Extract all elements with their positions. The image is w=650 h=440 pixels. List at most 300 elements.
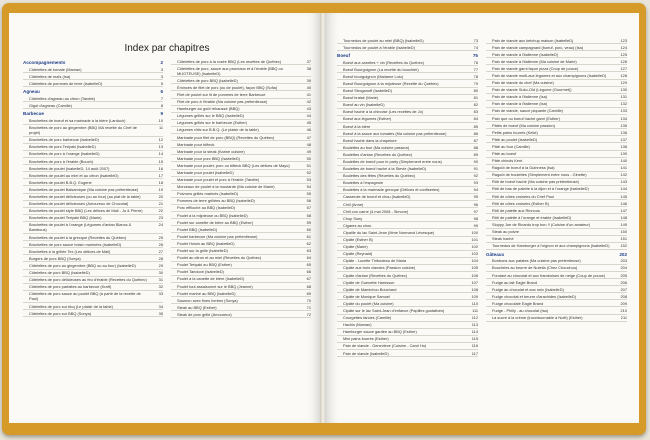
page-number: 80 bbox=[473, 88, 478, 94]
recipe-name: Côtelettes de pommes de terre (IsabelleD) bbox=[29, 80, 103, 86]
page-number: 38 bbox=[306, 65, 311, 71]
index-entry bbox=[23, 277, 163, 284]
page-number: 17 bbox=[158, 172, 163, 178]
recipe-name: Pain de viande (IsabelleD) bbox=[343, 350, 389, 356]
page-number: 3 bbox=[160, 73, 163, 79]
page-number: 5 bbox=[160, 80, 163, 86]
page-number: 107 bbox=[471, 279, 478, 285]
recipe-name: Cipâte - Lucette Thibodeau de Maria bbox=[343, 258, 407, 264]
page-number: 3 bbox=[160, 66, 163, 72]
page-number: 47 bbox=[306, 134, 311, 140]
page-number: 96 bbox=[473, 201, 478, 207]
page-number: 128 bbox=[620, 72, 627, 78]
page-number: 54 bbox=[306, 184, 311, 190]
book-cover bbox=[2, 3, 646, 435]
page-number: 43 bbox=[306, 106, 311, 112]
page-number: 106 bbox=[471, 272, 478, 278]
page-number: 103 bbox=[471, 251, 478, 257]
index-entry bbox=[337, 201, 478, 208]
recipe-name: Émincés de filet de porc (ou de poulet), façon BBQ (Sofia) bbox=[177, 84, 278, 90]
page-number: 97 bbox=[473, 208, 478, 214]
index-entry bbox=[337, 215, 478, 222]
index-entry bbox=[486, 37, 627, 44]
recipe-name: Hachis (Maman) bbox=[343, 322, 372, 328]
index-entry bbox=[171, 84, 311, 91]
recipe-name: Poulet tout assaisonné sur le BBQ (Jeanne) bbox=[177, 283, 253, 289]
page-number: 86 bbox=[473, 130, 478, 136]
recipe-name: Marinade pour poulet (IsabelleD) bbox=[177, 170, 234, 175]
index-entry bbox=[337, 109, 478, 116]
index-entry bbox=[171, 248, 311, 255]
page-number: 30 bbox=[158, 270, 163, 276]
recipe-name: Cipâte du poulet (Ma cuisine) bbox=[343, 300, 394, 306]
right-page-columns bbox=[337, 37, 627, 357]
recipe-name: Rôti de palette à l'orange et érable (IsabelleD) bbox=[492, 214, 572, 220]
page-number: 8 bbox=[160, 102, 163, 108]
recipe-name: Légumes grillés sur le BBQ (IsabelleD) bbox=[177, 113, 245, 119]
page-number: 7 bbox=[160, 95, 163, 101]
recipe-name: Porc effiloché au BBQ (IsabelleD) bbox=[177, 205, 236, 211]
recipe-name: Fudge chocolat et beurre d'arachides (IsabelleD) bbox=[492, 293, 577, 299]
page-number: 117 bbox=[471, 350, 478, 356]
page-number: 51 bbox=[306, 162, 311, 168]
page-number: 25 bbox=[158, 234, 163, 240]
recipe-name: Poulet Hoisin au BBQ (IsabelleD) bbox=[177, 240, 235, 246]
page-number: 42 bbox=[306, 99, 311, 105]
page-number: 145 bbox=[620, 193, 627, 199]
index-entry bbox=[486, 151, 627, 158]
page-number: 129 bbox=[620, 80, 627, 86]
index-entry bbox=[23, 186, 163, 193]
recipe-name: Cipaille du lac Saint-Jean (Mme Normand Lévesque) bbox=[343, 229, 435, 235]
recipe-name: Petits pains fourrés (Kéké) bbox=[492, 129, 538, 135]
page-number: 210 bbox=[620, 307, 627, 313]
recipe-name: Steak au poivre bbox=[492, 229, 520, 235]
page-number: 27 bbox=[158, 248, 163, 254]
recipe-name: Brochettes à la grillée Tex (Les délices de Mali) bbox=[29, 248, 111, 254]
index-entry bbox=[23, 215, 163, 222]
page-number: 29 bbox=[158, 262, 163, 268]
page-number: 46 bbox=[306, 127, 311, 133]
page-number: 20 bbox=[158, 194, 163, 199]
index-entry bbox=[171, 262, 311, 269]
recipe-name: Pâté au poulet (IsabelleD) bbox=[492, 136, 537, 142]
index-entry bbox=[337, 265, 478, 272]
index-entry bbox=[171, 120, 311, 127]
index-entry bbox=[23, 310, 163, 317]
recipe-name: Poulet BBQ (IsabelleD) bbox=[177, 226, 218, 232]
recipe-name: Poulet mariné au BBQ (IsabelleD) bbox=[177, 290, 236, 296]
page-number: 40 bbox=[306, 84, 311, 90]
index-entry bbox=[337, 300, 478, 307]
recipe-name: Poulet à la mijoteuse ou BBQ (IsabelleD) bbox=[177, 212, 248, 218]
recipe-name: Côtelettes de porc à la rosée BBQ (Les recettes de Québec) bbox=[177, 58, 282, 64]
index-entry bbox=[23, 151, 163, 158]
page-number: 136 bbox=[620, 129, 627, 135]
page-number: 112 bbox=[471, 315, 478, 321]
recipe-name: Boeuf à la sauce aux tomates (Ma cuisine pas prétentieuse) bbox=[343, 130, 447, 136]
index-entry bbox=[23, 255, 163, 262]
index-entry bbox=[486, 229, 627, 236]
recipe-name: Côtelettes de tomate (Maman) bbox=[29, 66, 82, 72]
index-entry bbox=[23, 262, 163, 269]
recipe-name: Boulettes de boeuf haché à la Stevie (IsabelleD) bbox=[343, 166, 427, 172]
page-number: 39 bbox=[306, 77, 311, 83]
page-number: 140 bbox=[620, 158, 627, 164]
index-entry bbox=[171, 240, 311, 247]
page-number: 19 bbox=[158, 186, 163, 192]
section-name: Gâteaux bbox=[486, 251, 505, 257]
recipe-name: Boulettes au four (Ma cuisine passion) bbox=[343, 144, 410, 150]
index-entry bbox=[486, 243, 627, 250]
index-entry bbox=[337, 66, 478, 73]
page-number: 55 bbox=[306, 191, 311, 197]
page-number: 65 bbox=[306, 262, 311, 268]
page-number: 142 bbox=[620, 172, 627, 178]
index-entry bbox=[337, 315, 478, 322]
recipe-name: Marinade pour bifteck bbox=[177, 141, 215, 147]
page-number: 18 bbox=[158, 179, 163, 185]
recipe-name: Tournedos de Hamburger à l'oignon et aux champignons (IsabelleD) bbox=[492, 243, 610, 249]
recipe-name: Ragoût de boeuf à la Guinness (Isa) bbox=[492, 165, 555, 171]
index-entry bbox=[23, 80, 163, 87]
recipe-name: Pain que ou boeuf haché garni (Esther) bbox=[492, 115, 560, 121]
page-number: 124 bbox=[620, 44, 627, 50]
index-entry bbox=[337, 59, 478, 66]
recipe-name: Marinade pour la steak (Karine cuisine) bbox=[177, 148, 245, 154]
page-title: Index par chapitres bbox=[124, 43, 210, 54]
recipe-name: Fudge - Philly - au chocolat (Isa) bbox=[492, 307, 549, 313]
recipe-name: Brochettes de poulet style BBQ (Les délices de Mali - Jo & Pierre) bbox=[29, 208, 143, 214]
index-entry bbox=[23, 137, 163, 144]
index-entry bbox=[23, 73, 163, 80]
index-entry bbox=[171, 134, 311, 141]
recipe-name: Cipâte aux trois viandes (Passion cuisine) bbox=[343, 265, 416, 271]
page-number: 2 bbox=[160, 60, 163, 65]
page-number: 48 bbox=[306, 141, 311, 147]
index-entry bbox=[23, 125, 163, 137]
page-number: 50 bbox=[306, 155, 311, 161]
page-number: 132 bbox=[620, 101, 627, 107]
page-number: 151 bbox=[620, 236, 627, 242]
recipe-name: Pain de viande multi-aux légumes et aux champignons (IsabelleD) bbox=[492, 72, 607, 78]
page-number: 108 bbox=[471, 286, 478, 292]
left-page bbox=[9, 13, 321, 423]
page-number: 208 bbox=[620, 293, 627, 299]
page-number: 104 bbox=[471, 258, 478, 264]
page-number: 207 bbox=[620, 286, 627, 292]
index-entry bbox=[171, 162, 311, 169]
recipe-name: Rôti de bas de palette à la dijon et à l'orange (IsabelleD) bbox=[492, 186, 589, 192]
index-entry bbox=[171, 198, 311, 205]
page-number: 64 bbox=[306, 255, 311, 261]
index-entry bbox=[337, 272, 478, 279]
recipe-name: Pain de viande du chef (Ma cuisine) bbox=[492, 80, 554, 86]
recipe-name: Côtelettes de porc sur bbq (Le plaisir de la table) bbox=[29, 303, 113, 309]
page-number: 41 bbox=[306, 91, 311, 97]
recipe-name: Cipâte sur le lac Saint-Jean d'enfance (Papilles gustatives) bbox=[343, 307, 445, 313]
page-number: 67 bbox=[306, 276, 311, 282]
page-number: 131 bbox=[620, 94, 627, 100]
index-entry bbox=[486, 101, 627, 108]
page-number: 23 bbox=[158, 215, 163, 221]
index-entry bbox=[337, 329, 478, 336]
index-entry bbox=[171, 127, 311, 134]
recipe-name: Côtelettes de porc BBQ (IsabelleD) bbox=[177, 77, 238, 83]
index-entry bbox=[486, 108, 627, 115]
index-entry bbox=[171, 191, 311, 198]
index-entry bbox=[486, 94, 627, 101]
page-number: 12 bbox=[158, 137, 163, 143]
index-entry bbox=[23, 158, 163, 165]
page-number: 99 bbox=[473, 222, 478, 228]
page-number: 93 bbox=[473, 180, 478, 186]
page-number: 211 bbox=[620, 315, 627, 321]
recipe-name: Pain de viande à l'italienne (Isa) bbox=[492, 101, 548, 107]
page-number: 72 bbox=[306, 311, 311, 317]
index-entry bbox=[337, 137, 478, 144]
recipe-name: Tournedos de poulet à l'érable (IsabelleD) bbox=[343, 44, 415, 50]
page-number: 59 bbox=[306, 219, 311, 225]
index-entry bbox=[486, 136, 627, 143]
index-entry bbox=[171, 58, 311, 65]
page-number: 115 bbox=[471, 336, 478, 342]
index-entry bbox=[486, 214, 627, 221]
index-entry bbox=[486, 258, 627, 265]
recipe-name: Rôti de boeuf haché (Ma cuisine pas prétentieuse) bbox=[492, 179, 579, 185]
recipe-name: Morceaux de poulet à la moutarde (Ma cuisine de Marie) bbox=[177, 184, 275, 190]
page-number: 21 bbox=[158, 201, 163, 207]
page-number: 76 bbox=[473, 59, 478, 65]
recipe-name: Filet de porc à l'érable (Ma cuisine pas prétentieuse) bbox=[177, 99, 268, 105]
page-number: 137 bbox=[620, 136, 627, 142]
page-number: 83 bbox=[473, 109, 478, 115]
recipe-name: Tournedos de poulet au miel (BBQ) (IsabelleD) bbox=[343, 37, 424, 43]
index-entry bbox=[171, 283, 311, 290]
index-entry bbox=[486, 221, 627, 228]
recipe-name: Brochettes de porc à l'érable (Bouch) bbox=[29, 158, 94, 164]
index-entry bbox=[337, 166, 478, 173]
recipe-name: Brochettes de poulet délicieuses (ou au four) (au plat de la table) bbox=[29, 194, 141, 199]
page-number: 85 bbox=[473, 123, 478, 129]
page-number: 10 bbox=[158, 117, 163, 123]
recipe-name: Steak de porc grillé (Amoureux) bbox=[177, 311, 232, 317]
page-number: 203 bbox=[620, 258, 627, 264]
page-number: 79 bbox=[473, 80, 478, 86]
recipe-name: Boulettes à la marinade grecque (Délices et confiseries) bbox=[343, 187, 440, 193]
index-entry bbox=[23, 234, 163, 241]
index-entry bbox=[171, 106, 311, 113]
page-number: 70 bbox=[306, 297, 311, 303]
page-number: 31 bbox=[158, 277, 163, 283]
index-entry bbox=[23, 208, 163, 215]
recipe-name: Boeuf haché dans la chapelure bbox=[343, 137, 397, 143]
index-entry bbox=[337, 88, 478, 95]
recipe-name: Poivrons grillés marinés (IsabelleD) bbox=[177, 191, 239, 197]
page-number: 34 bbox=[158, 303, 163, 309]
page-number: 89 bbox=[473, 151, 478, 157]
recipe-name: Brochettes de poulet à l'orange (Légumes d'antan Blancs & Bambous) bbox=[29, 222, 132, 233]
recipe-name: Marinade pour filet de porc (BBQ) (Recettes du Québec) bbox=[177, 134, 275, 140]
index-entry bbox=[337, 180, 478, 187]
recipe-name: Pain de viande à l'italienne (Ma cuisine de Marie) bbox=[492, 58, 577, 64]
index-entry bbox=[23, 95, 163, 102]
recipe-name: Côtelettes de porc, sauce aux pruneaux et à l'érable (BBQ ou MIJOTEUSE) (IsabelleD) bbox=[177, 65, 283, 76]
page-number: 68 bbox=[306, 283, 311, 289]
recipe-name: Boulettes des fêtes (Recettes du Québec) bbox=[343, 173, 416, 179]
recipe-name: Pâté chinois Kent bbox=[492, 158, 523, 164]
recipe-name: Chili con carne (4 mai 2008 - Simone) bbox=[343, 208, 409, 214]
index-entry bbox=[337, 130, 478, 137]
index-entry bbox=[171, 113, 311, 120]
page-number: 73 bbox=[473, 37, 478, 43]
page-number: 204 bbox=[620, 265, 627, 271]
recipe-name: Boulettes d'antan (Recettes du Québec) bbox=[343, 151, 413, 157]
page-number: 95 bbox=[473, 194, 478, 200]
index-entry bbox=[337, 336, 478, 343]
recipe-name: Brochettes de porc au gingembre (BBQ MA recette du Chef de projet) bbox=[29, 125, 137, 136]
index-entry bbox=[337, 151, 478, 158]
page-number: 126 bbox=[620, 58, 627, 64]
recipe-name: Pain de viande Suko-Old (Légume (Gourmet)) bbox=[492, 87, 572, 93]
index-entry bbox=[337, 251, 478, 258]
page-number: 139 bbox=[620, 151, 627, 156]
index-entry bbox=[486, 286, 627, 293]
recipe-name: Pain de viande garni façon pizza (Coup de pouce) bbox=[492, 65, 579, 71]
recipe-name: Côtelettes de maïs (Isa) bbox=[29, 73, 71, 79]
page-number: 81 bbox=[473, 95, 478, 101]
recipe-name: Chop Suey bbox=[343, 215, 363, 221]
section-name: Boeuf bbox=[337, 53, 351, 59]
page-number: 82 bbox=[473, 102, 478, 108]
page-number: 6 bbox=[160, 89, 163, 95]
page-number: 53 bbox=[306, 177, 311, 183]
index-entry bbox=[171, 233, 311, 240]
index-entry bbox=[486, 200, 627, 207]
recipe-name: Chili (Anne) bbox=[343, 201, 364, 207]
index-entry bbox=[23, 144, 163, 151]
index-entry bbox=[486, 300, 627, 307]
recipe-name: Pain de viande aux ketchup maison (IsabelleD) bbox=[492, 37, 574, 43]
page-number: 74 bbox=[473, 44, 478, 50]
page-number: 78 bbox=[473, 73, 478, 79]
index-entry bbox=[337, 286, 478, 293]
recipe-name: Légumes rôtis sur B.B.Q. (Le plaisir de la table) bbox=[177, 127, 259, 133]
recipe-name: Brochettes de poulet Teriyaki BBQ (Marie) bbox=[29, 215, 102, 221]
index-entry bbox=[486, 179, 627, 186]
index-entry bbox=[486, 265, 627, 272]
page-number: 88 bbox=[473, 144, 478, 150]
page-number: 102 bbox=[471, 244, 478, 250]
index-entry bbox=[486, 165, 627, 172]
recipe-name: Bonbons aux patates (Ma cuisine pas prétentieuse) bbox=[492, 258, 581, 264]
index-entry bbox=[171, 148, 311, 155]
recipe-name: Poulet au citron et au miel (Recettes du Québec) bbox=[177, 255, 262, 261]
page-number: 127 bbox=[620, 65, 627, 71]
recipe-name: Brochettes de poulet délicieuses (Amoureux de Chocolat) bbox=[29, 201, 129, 207]
page-number: 11 bbox=[158, 125, 163, 131]
recipe-name: Steak au BBQ (Esther) bbox=[177, 304, 217, 310]
page-number: 62 bbox=[306, 240, 311, 246]
left-column-2 bbox=[171, 58, 311, 318]
recipe-name: Rôti de côtes croisées (Esther B) bbox=[492, 200, 549, 206]
page-number: 116 bbox=[471, 343, 478, 349]
recipe-name: Pain de viande à l'italienne (IsabelleD) bbox=[492, 51, 559, 57]
index-entry bbox=[171, 177, 311, 184]
page-number: 130 bbox=[620, 87, 627, 93]
page-number: 71 bbox=[306, 304, 311, 310]
recipe-name: Brochettes de poulet (IsabelleD, 14 août 2007) bbox=[29, 165, 110, 171]
index-entry bbox=[23, 201, 163, 208]
index-entry bbox=[337, 44, 478, 51]
page-number: 32 bbox=[158, 284, 163, 290]
index-entry bbox=[337, 307, 478, 314]
index-entry bbox=[171, 226, 311, 233]
index-entry bbox=[23, 248, 163, 255]
page-number: 133 bbox=[620, 108, 627, 114]
left-column-1 bbox=[23, 58, 163, 318]
recipe-name: Brochettes de poulet Balsamique (Ma cuisine pas prétentieuse) bbox=[29, 186, 139, 192]
page-number: 16 bbox=[158, 165, 163, 171]
recipe-name: Burgers de porc BBQ (Sonya) bbox=[29, 255, 81, 261]
recipe-name: Cigares au chou bbox=[343, 222, 372, 228]
recipe-name: Boeuf aux légumes (Esther) bbox=[343, 116, 392, 122]
recipe-name: Pain de viande à l'italienne (Isa) bbox=[492, 94, 548, 100]
recipe-name: Hamburger sauce gardée au BBQ (Esther) bbox=[343, 329, 417, 335]
page-number: 87 bbox=[473, 137, 478, 143]
recipe-name: Pâté au four (Camille) bbox=[492, 143, 530, 149]
index-entry bbox=[486, 87, 627, 94]
index-entry bbox=[23, 270, 163, 277]
section-name: Accompagnements bbox=[23, 60, 66, 65]
page-number: 22 bbox=[158, 208, 163, 214]
page-number: 141 bbox=[620, 165, 627, 171]
index-entry bbox=[486, 236, 627, 243]
index-entry bbox=[171, 184, 311, 191]
page-number: 56 bbox=[306, 198, 311, 204]
page-number: 149 bbox=[620, 221, 627, 227]
index-entry bbox=[337, 229, 478, 236]
recipe-name: Légumes grillés sur le barbecue (Esther) bbox=[177, 120, 248, 126]
recipe-name: Fudge au chocolat et aux noix (IsabelleD) bbox=[492, 286, 564, 292]
page-number: 109 bbox=[471, 293, 478, 299]
index-entry bbox=[486, 51, 627, 58]
index-entry bbox=[337, 102, 478, 109]
index-entry bbox=[23, 194, 163, 201]
index-entry bbox=[23, 165, 163, 172]
page-number: 101 bbox=[471, 237, 478, 243]
index-entry bbox=[171, 219, 311, 226]
page-number: 125 bbox=[620, 51, 627, 57]
recipe-name: Côtelettes de porc délicieuses au feu d'érable (Recettes du Québec) bbox=[29, 277, 147, 283]
page-number: 84 bbox=[473, 116, 478, 122]
page-number: 146 bbox=[620, 200, 627, 206]
page-number: 77 bbox=[473, 66, 478, 72]
recipe-name: Cipâte de Monique Samuel bbox=[343, 293, 390, 299]
recipe-name: Marinade pour poulet et porc à l'érable (Tarotte) bbox=[177, 177, 260, 183]
recipe-name: Brochettes de porc sauce hoisin marinées (IsabelleD) bbox=[29, 241, 122, 247]
recipe-name: Côtelettes de porc parfaites au barbecue (Kraft) bbox=[29, 284, 112, 290]
recipe-name: Boeuf Stroganoff (IsabelleD) bbox=[343, 88, 393, 94]
index-entry bbox=[337, 322, 478, 329]
index-entry bbox=[23, 179, 163, 186]
recipe-name: Cipâte d'antan (Recettes du Québec) bbox=[343, 272, 408, 278]
index-entry bbox=[486, 129, 627, 136]
right-page bbox=[325, 13, 639, 423]
recipe-name: Rôti de palette aux Rinnous bbox=[492, 207, 540, 213]
page-number: 24 bbox=[158, 222, 163, 228]
index-entry bbox=[337, 37, 478, 44]
